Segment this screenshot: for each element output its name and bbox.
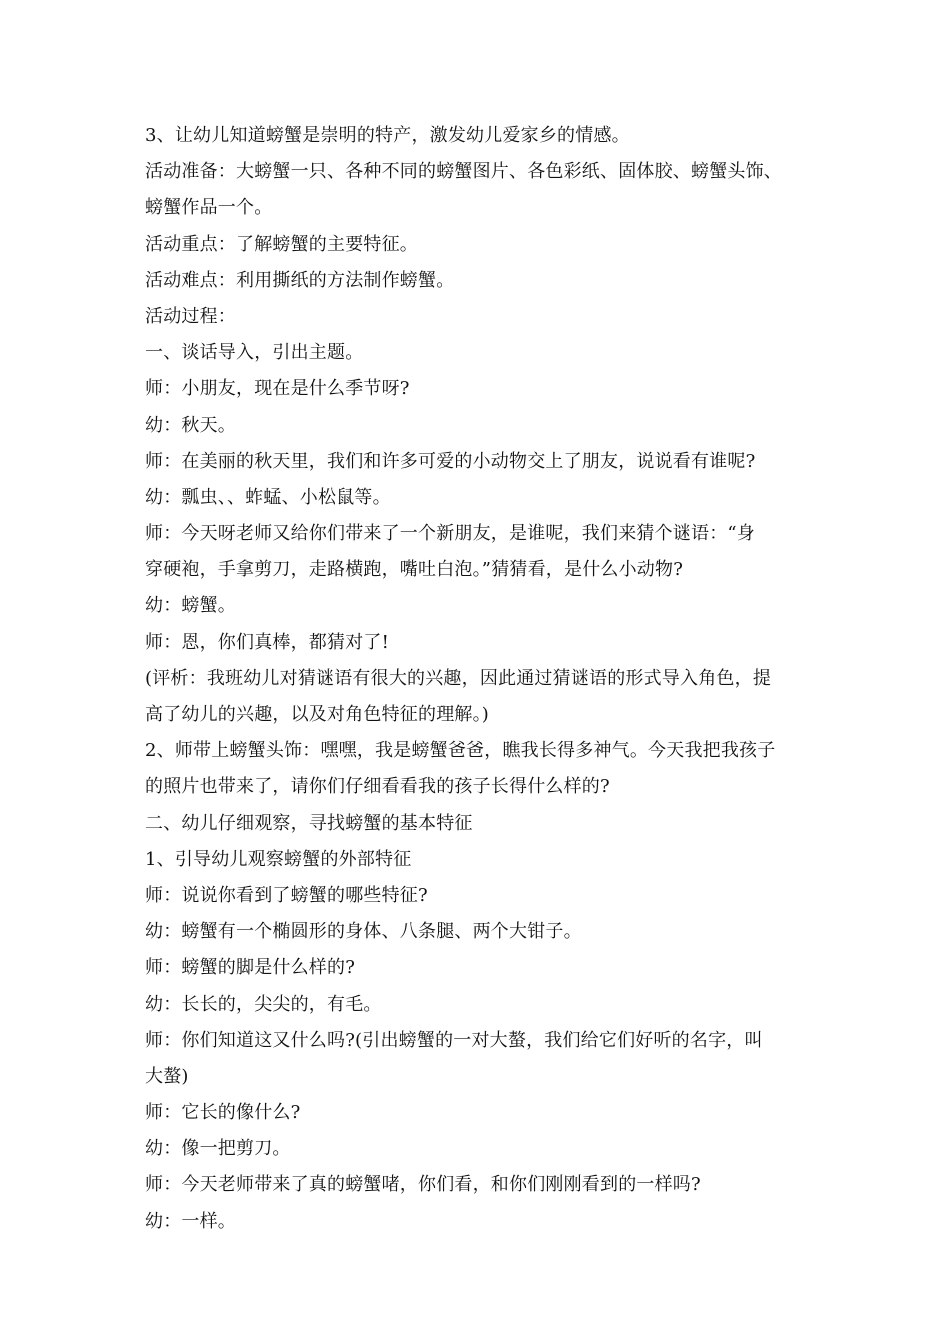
text-line: 活动难点：利用撕纸的方法制作螃蟹。 [145, 269, 455, 291]
section-heading: 二、幼儿仔细观察，寻找螃蟹的基本特征 [145, 812, 473, 834]
text-line: 螃蟹作品一个。 [145, 197, 273, 219]
text-line: 师：恩，你们真棒，都猜对了! [145, 631, 390, 653]
section-heading: 一、谈话导入，引出主题。 [145, 342, 364, 364]
text-line: 师：小朋友，现在是什么季节呀? [145, 378, 410, 400]
text-line: 师：你们知道这又什么吗?(引出螃蟹的一对大螯，我们给它们好听的名字，叫 [145, 1029, 763, 1051]
text-line: 幼：秋天。 [145, 414, 236, 436]
text-line: 大螯) [145, 1065, 189, 1087]
text-line: 师：在美丽的秋天里，我们和许多可爱的小动物交上了朋友，说说看有谁呢? [145, 450, 756, 472]
text-line: 活动重点：了解螃蟹的主要特征。 [145, 233, 418, 255]
text-line: 3、让幼儿知道螃蟹是崇明的特产，激发幼儿爱家乡的情感。 [145, 125, 630, 146]
text-line: 师：今天老师带来了真的螃蟹啫，你们看，和你们刚刚看到的一样吗? [145, 1174, 701, 1196]
text-line: 师：今天呀老师又给你们带来了一个新朋友，是谁呢，我们来猜个谜语：“身 [145, 523, 755, 545]
text-line: 师：它长的像什么? [145, 1102, 301, 1124]
text-line: 幼：像一把剪刀。 [145, 1138, 291, 1160]
text-line: 幼：螃蟹有一个椭圆形的身体、八条腿、两个大钳子。 [145, 921, 582, 943]
text-line: 师：螃蟹的脚是什么样的? [145, 957, 356, 979]
text-line: (评析：我班幼儿对猜谜语有很大的兴趣，因此通过猜谜语的形式导入角色，提 [145, 667, 772, 689]
text-line: 2、师带上螃蟹头饰：嘿嘿，我是螃蟹爸爸，瞧我长得多神气。今天我把我孩子 [145, 740, 776, 762]
text-line: 幼：瓢虫、、蚱蜢、小松鼠等。 [145, 486, 391, 508]
text-line: 幼：一样。 [145, 1210, 236, 1232]
text-line: 高了幼儿的兴趣，以及对角色特征的理解。) [145, 704, 490, 725]
text-line: 的照片也带来了，请你们仔细看看我的孩子长得什么样的? [145, 776, 610, 798]
text-line: 幼：螃蟹。 [145, 595, 236, 617]
text-line: 活动准备：大螃蟹一只、各种不同的螃蟹图片、各色彩纸、固体胶、螃蟹头饰、 [145, 161, 782, 183]
text-line: 幼：长长的，尖尖的，有毛。 [145, 993, 382, 1015]
text-line: 1、引导幼儿观察螃蟹的外部特征 [145, 848, 412, 870]
text-line: 穿硬袍，手拿剪刀，走路横跑，嘴吐白泡。”猜猜看，是什么小动物? [145, 559, 684, 581]
document-body [145, 118, 815, 1240]
text-line: 师：说说你看到了螃蟹的哪些特征? [145, 884, 428, 906]
text-line: 活动过程： [145, 305, 236, 327]
